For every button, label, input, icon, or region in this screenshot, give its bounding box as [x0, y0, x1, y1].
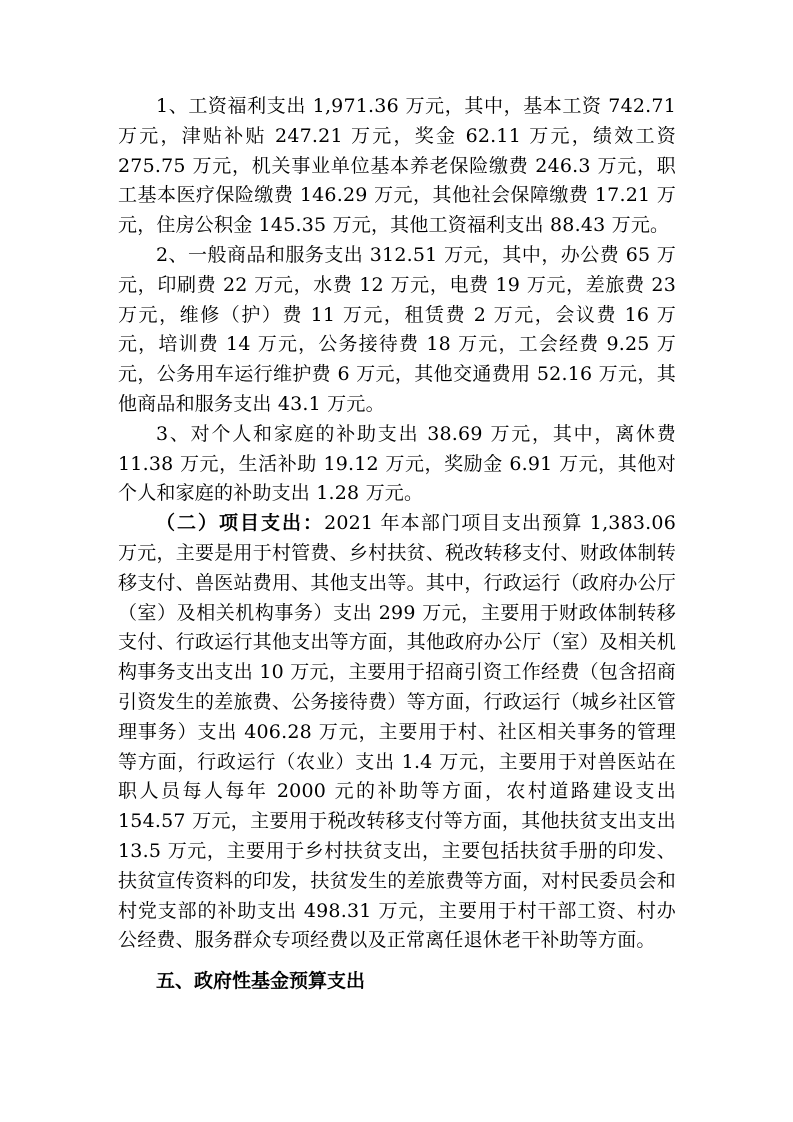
project-expenditure-text: 2021 年本部门项目支出预算 1,383.06 万元，主要是用于村管费、乡村扶贫、税改转移支付、财政体制转移支付、兽医站费用、其他支出等。其中，行政运行（政府办公厅（室）及相关机构事务）支出 299 万元，主要用于财政体制转移支付、行政运行其他支出等方面，其他政府办公厅（室）及相关机构事务支出支出 10 万元，主要用于招商引资工作经费（包含招商引资发生的差旅费、公务接待费）等方面，行政运行（城乡社区管理事务）支出 406.28 万元，主要用于村、社区相关事务的管理等方面，行政运行（农业）支出 1.4 万元，主要用于对兽医站在职人员每人每年 2000 元的补助等方面，农村道路建设支出 154.57 万元，主要用于税改转移支付等方面，其他扶贫支出支出 13.5 万元，主要用于乡村扶贫支出，主要包括扶贫手册的印发、扶贫宣传资料的印发，扶贫发生的差旅费等方面，对村民委员会和村党支部的补助支出 498.31 万元，主要用于村干部工资、村办公经费、服务群众专项经费以及正常离任退休老干补助等方面。 [118, 512, 676, 952]
paragraph-goods-services: 2、一般商品和服务支出 312.51 万元，其中，办公费 65 万元，印刷费 22 万元，水费 12 万元，电费 19 万元，差旅费 23 万元，维修（护）费 11 万元，租赁费 2 万元，会议费 16 万元，培训费 14 万元，公务接待费 18 万元，工会经费 9.25 万元，公务用车运行维护费 6 万元，其他交通费用 52.16 万元，其他商品和服务支出 43.1 万元。 [118, 243, 676, 415]
project-expenditure-label: （二）项目支出： [156, 512, 325, 535]
document-page [118, 92, 676, 996]
paragraph-project-expenditure [118, 509, 676, 956]
section-heading-government-fund: 五、政府性基金预算支出 [156, 970, 366, 993]
paragraph-individual-subsidy: 3、对个人和家庭的补助支出 38.69 万元，其中，离休费 11.38 万元，生活补助 19.12 万元，奖励金 6.91 万元，其他对个人和家庭的补助支出 1.28 万元。 [118, 422, 676, 505]
paragraph-wages-welfare: 1、工资福利支出 1,971.36 万元，其中，基本工资 742.71 万元，津贴补贴 247.21 万元，奖金 62.11 万元，绩效工资 275.75 万元，机关事业单位基本养老保险缴费 246.3 万元，职工基本医疗保险缴费 146.29 万元，其他社会保障缴费 17.21 万元，住房公积金 145.35 万元，其他工资福利支出 88.43 万元。 [118, 95, 676, 237]
